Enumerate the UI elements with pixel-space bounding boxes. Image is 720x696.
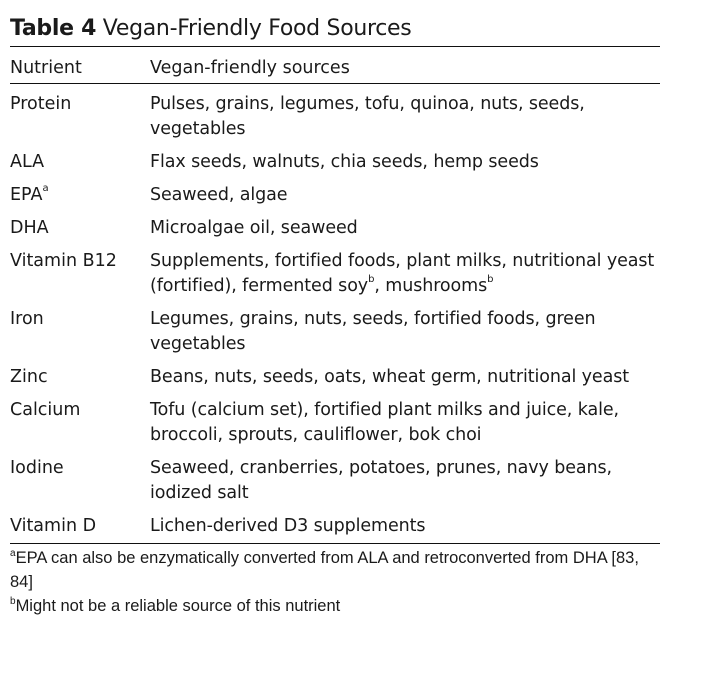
nutrient-text: EPA: [10, 185, 43, 205]
table-row: [10, 208, 660, 241]
table-row: [10, 142, 660, 175]
footnote-text: Might not be a reliable source of this nutrient: [15, 597, 341, 615]
footnote-marker: a: [42, 183, 49, 195]
header-nutrient: Nutrient: [10, 58, 82, 78]
nutrient-cell: ALA: [10, 152, 45, 172]
table-row: [10, 448, 660, 506]
table-row: [10, 241, 660, 299]
sources-cell: Legumes, grains, nuts, seeds, fortified foods, green vegetables: [150, 309, 596, 354]
footnote-text: EPA can also be enzymatically converted from ALA and retroconverted from DHA [83, 84]: [10, 549, 639, 591]
table-footnotes: [10, 544, 660, 618]
table-header-row: [10, 47, 660, 83]
nutrient-cell: Vitamin B12: [10, 251, 117, 271]
table-caption: [10, 14, 660, 46]
table-row: [10, 84, 660, 142]
nutrient-cell: Calcium: [10, 400, 81, 420]
nutrient-cell: Vitamin D: [10, 516, 97, 536]
sources-cell: Lichen-derived D3 supplements: [150, 516, 426, 536]
header-sources: Vegan-friendly sources: [150, 58, 350, 78]
sources-text: Supplements, fortified foods, plant milks, nutritional yeast (fortified), fermented soy: [150, 251, 655, 296]
sources-cell: [150, 249, 660, 299]
nutrient-cell: Protein: [10, 94, 72, 114]
table-row: [10, 390, 660, 448]
table-label: Table 4: [10, 16, 97, 41]
nutrient-cell: DHA: [10, 218, 49, 238]
table-document: [10, 14, 660, 618]
sources-cell: Flax seeds, walnuts, chia seeds, hemp seeds: [150, 152, 539, 172]
table-row: [10, 357, 660, 390]
nutrient-cell: Iodine: [10, 458, 64, 478]
footnote-a: [10, 546, 660, 594]
table-title: Vegan-Friendly Food Sources: [102, 16, 412, 41]
sources-cell: Pulses, grains, legumes, tofu, quinoa, nuts, seeds, vegetables: [150, 94, 585, 139]
sources-text: , mushrooms: [374, 276, 488, 296]
table-row: [10, 175, 660, 208]
sources-cell: Microalgae oil, seaweed: [150, 218, 358, 238]
footnote-marker: b: [487, 274, 494, 286]
sources-cell: Seaweed, algae: [150, 185, 288, 205]
sources-cell: Tofu (calcium set), fortified plant milks and juice, kale, broccoli, sprouts, cauliflower, bok choi: [150, 400, 619, 445]
footnote-mark: a: [10, 547, 16, 559]
nutrient-cell: Iron: [10, 309, 44, 329]
sources-cell: Beans, nuts, seeds, oats, wheat germ, nutritional yeast: [150, 367, 630, 387]
nutrient-cell: [10, 183, 150, 208]
table-row: [10, 299, 660, 357]
table-row: [10, 506, 660, 543]
footnote-b: [10, 594, 660, 618]
footnote-mark: b: [10, 595, 16, 607]
sources-cell: Seaweed, cranberries, potatoes, prunes, navy beans, iodized salt: [150, 458, 612, 503]
nutrient-cell: Zinc: [10, 367, 48, 387]
footnote-marker: b: [368, 274, 375, 286]
